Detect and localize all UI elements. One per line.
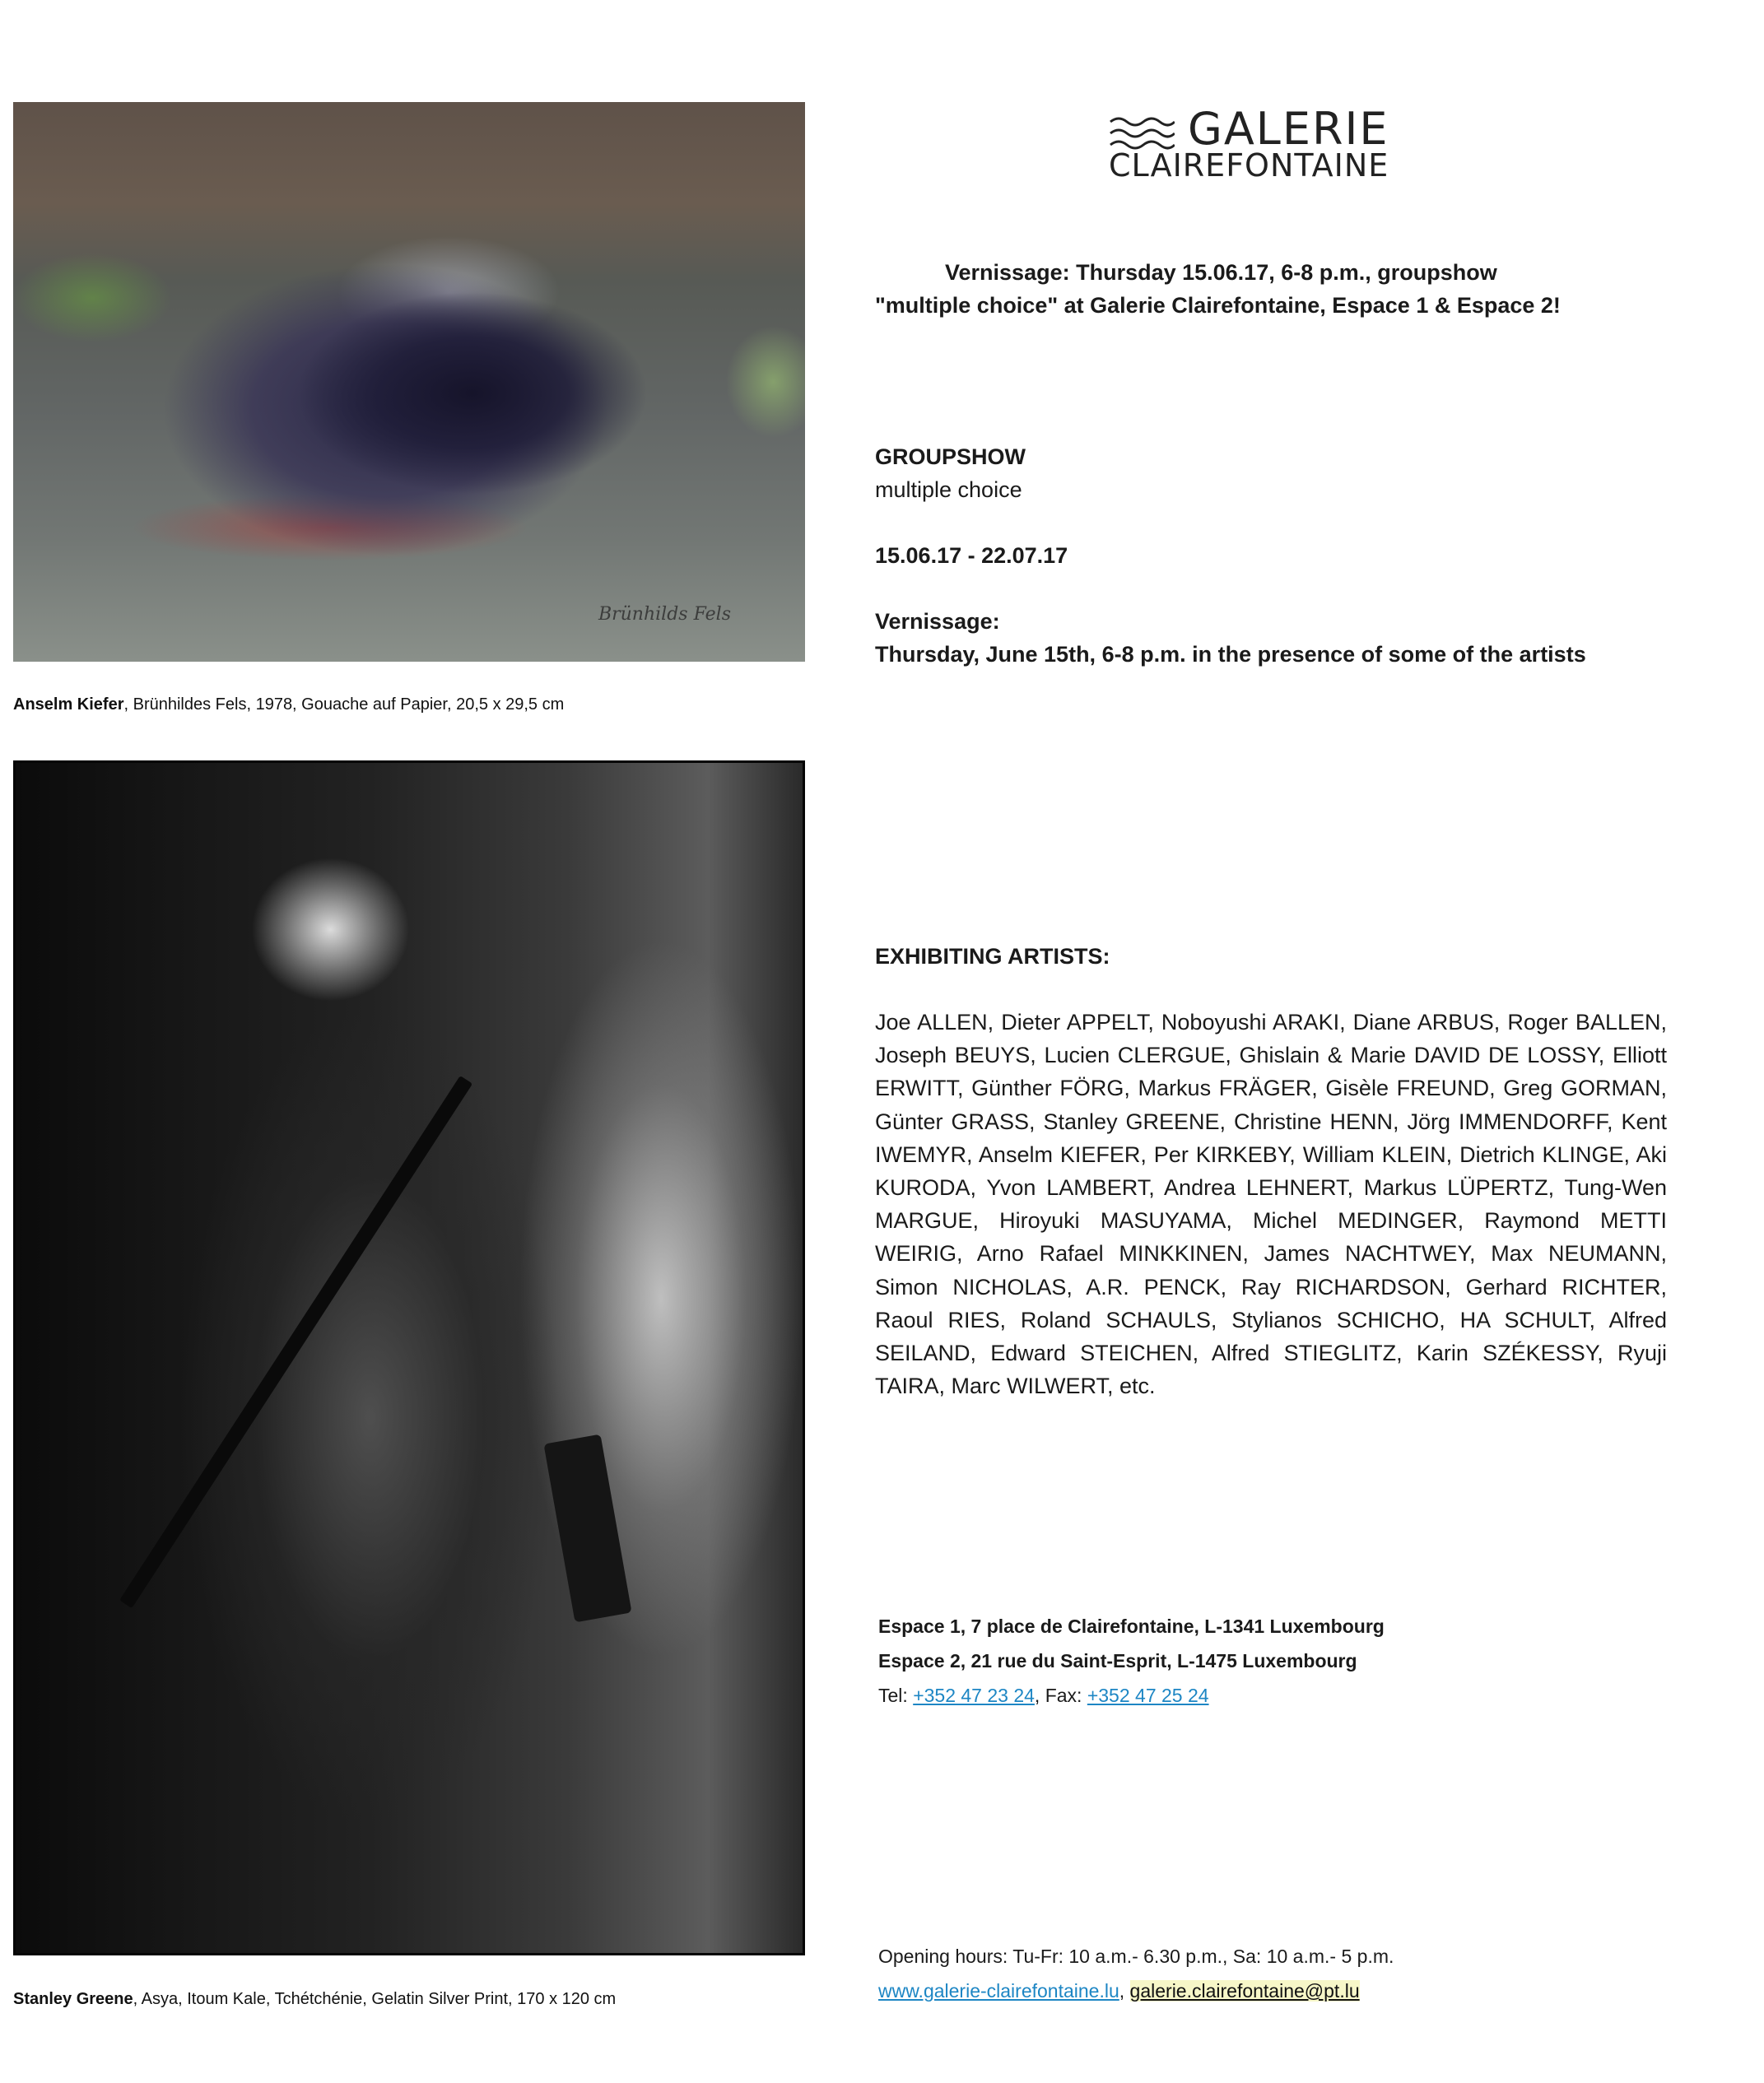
photo-rifle-shape [119, 1076, 472, 1608]
show-heading: GROUPSHOW [875, 444, 1026, 469]
logo-line-galerie: GALERIE [1188, 103, 1389, 155]
address-espace-1: Espace 1, 7 place de Clairefontaine, L-1341 Luxembourg [878, 1616, 1385, 1637]
email-link[interactable]: galerie.clairefontaine@pt.lu [1129, 1980, 1360, 2002]
fax-label: , Fax: [1034, 1685, 1087, 1706]
opening-hours: Opening hours: Tu-Fr: 10 a.m.- 6.30 p.m., Sa: 10 a.m.- 5 p.m. [878, 1946, 1394, 1967]
painting-signature: Brünhilds Fels [598, 604, 731, 625]
announcement-line-1: Vernissage: Thursday 15.06.17, 6-8 p.m., groupshow [945, 260, 1497, 285]
web-mail-line [878, 1974, 1360, 2008]
painting-caption-artist: Anselm Kiefer [13, 695, 124, 714]
artwork-painting-kiefer [13, 102, 805, 662]
logo-line-clairefontaine: CLAIREFONTAINE [1109, 147, 1389, 184]
photo-caption-details: , Asya, Itoum Kale, Tchétchénie, Gelatin Silver Print, 170 x 120 cm [133, 1990, 617, 2008]
address-espace-2: Espace 2, 21 rue du Saint-Esprit, L-1475 Luxembourg [878, 1650, 1357, 1672]
artists-heading: EXHIBITING ARTISTS: [875, 944, 1110, 969]
link-separator: , [1119, 1980, 1130, 2002]
tel-link[interactable]: +352 47 23 24 [913, 1685, 1035, 1706]
tel-label: Tel: [878, 1685, 914, 1706]
gallery-logo [1109, 103, 1389, 185]
photo-magazine-shape [543, 1434, 631, 1623]
artists-list: Joe ALLEN, Dieter APPELT, Noboyushi ARAKI, Diane ARBUS, Roger BALLEN, Joseph BEUYS, Lucien CLERGUE, Ghislain & Marie DAVID DE LOSSY, Elliott ERWITT, Günther FÖRG, Markus FRÄGER, Gisèle FREUND, Greg GORMAN, Günter GRASS, Stanley GREENE, Christine HENN, Jörg IMMENDORFF, Kent IWEMYR, Anselm KIEFER, Per KIRKEBY, William KLEIN, Dietrich KLINGE, Aki KURODA, Yvon LAMBERT, Andrea LEHNERT, Markus LÜPERTZ, Tung-Wen MARGUE, Hiroyuki MASUYAMA, Michel MEDINGER, Raymond METTI WEIRIG, Arno Rafael MINKKINEN, James NACHTWEY, Max NEUMANN, Simon NICHOLAS, A.R. PENCK, Ray RICHARDSON, Gerhard RICHTER, Raoul RIES, Roland SCHAULS, Stylianos SCHICHO, HA SCHULT, Alfred SEILAND, Edward STEICHEN, Alfred STIEGLITZ, Karin SZÉKESSY, Ryuji TAIRA, Marc WILWERT, etc. [875, 1010, 1667, 1399]
painting-caption [13, 695, 564, 714]
announcement-line-2: "multiple choice" at Galerie Clairefontaine, Espace 1 & Espace 2! [875, 293, 1561, 318]
painting-caption-details: , Brünhildes Fels, 1978, Gouache auf Papier, 20,5 x 29,5 cm [123, 695, 565, 714]
artwork-photo-greene [13, 760, 805, 1955]
website-link[interactable]: www.galerie-clairefontaine.lu [878, 1980, 1119, 2002]
vernissage-label: Vernissage: [875, 609, 1000, 634]
show-dates: 15.06.17 - 22.07.17 [875, 543, 1068, 568]
photo-caption-artist: Stanley Greene [13, 1990, 133, 2008]
show-title: multiple choice [875, 477, 1022, 502]
phone-fax-line [878, 1678, 1209, 1713]
fax-link[interactable]: +352 47 25 24 [1087, 1685, 1209, 1706]
vernissage-text: Thursday, June 15th, 6-8 p.m. in the presence of some of the artists [875, 642, 1586, 667]
photo-caption [13, 1990, 616, 2009]
